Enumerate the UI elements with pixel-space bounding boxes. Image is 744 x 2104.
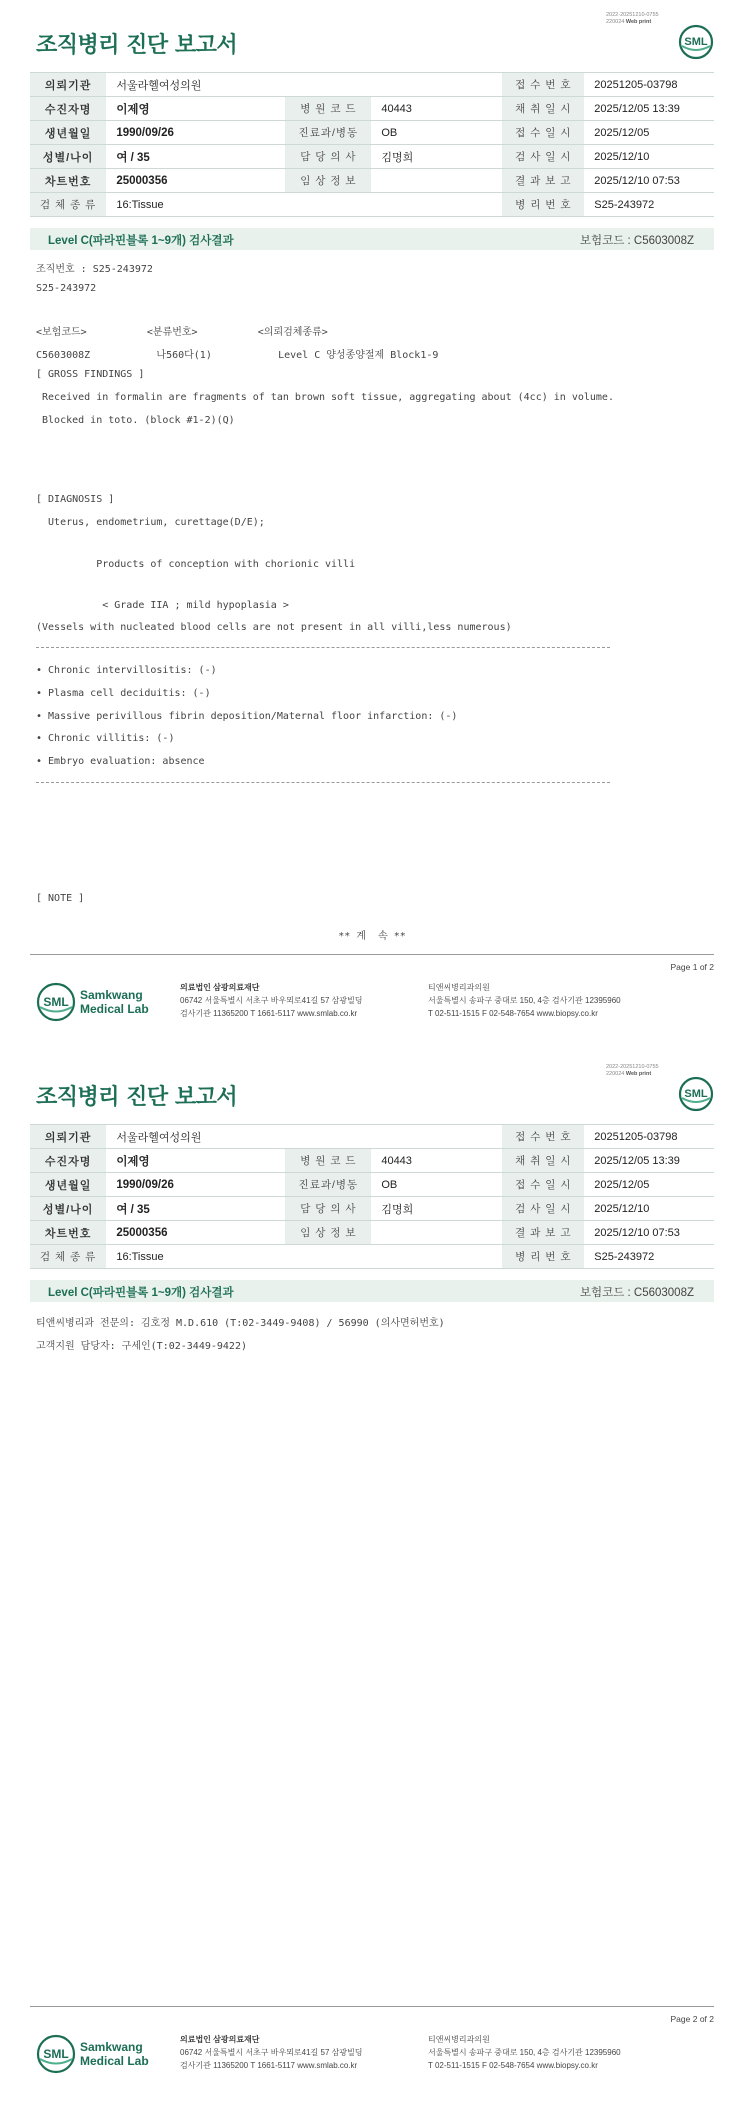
- info-value: 2025/12/10: [584, 145, 714, 169]
- info-label: 생년월일: [30, 1173, 106, 1197]
- lab-info-left: [180, 981, 363, 1020]
- info-value: 20251205-03798: [584, 73, 714, 97]
- info-label: 수진자명: [30, 1149, 106, 1173]
- lab-info-right: [428, 981, 621, 1020]
- webprint-stamp: [606, 12, 659, 26]
- report-page-2: [0, 1052, 744, 2104]
- samkwang-logo-icon: [36, 980, 154, 1024]
- result-section-bar: [30, 228, 714, 250]
- info-value: S25-243972: [584, 193, 714, 217]
- info-value: [371, 1221, 502, 1245]
- table-row: [30, 1173, 714, 1197]
- insurance-code: 보험코드 : C5603008Z: [579, 235, 694, 247]
- patient-info-table: [30, 72, 714, 217]
- info-value: 20251205-03798: [584, 1125, 714, 1149]
- footer-divider: [30, 2006, 714, 2007]
- info-value: 2025/12/05 13:39: [584, 97, 714, 121]
- page-title: 조직병리 진단 보고서: [36, 1085, 238, 1110]
- info-label: 접 수 일 시: [502, 121, 584, 145]
- gross-line: Blocked in toto. (block #1-2)(Q): [36, 415, 235, 426]
- info-label: 접 수 번 호: [502, 1125, 584, 1149]
- info-label: 병 리 번 호: [502, 1245, 584, 1269]
- info-value: [371, 169, 502, 193]
- lab-contact: 검사기관 11365200 T 1661-5117 www.smlab.co.kr: [180, 1009, 358, 1018]
- result-section-bar: [30, 1280, 714, 1302]
- info-label: 성별/나이: [30, 1197, 106, 1221]
- divider: [36, 647, 610, 648]
- tissue-id: S25-243972: [36, 283, 97, 294]
- info-label: 병 리 번 호: [502, 193, 584, 217]
- info-label: 수진자명: [30, 97, 106, 121]
- info-label: 차트번호: [30, 1221, 106, 1245]
- diagnosis-line: Uterus, endometrium, curettage(D/E);: [36, 517, 265, 528]
- info-value: 이제영: [106, 97, 285, 121]
- support-contact: 고객지원 담당자: 구세인(T:02-3449-9422): [36, 1341, 247, 1352]
- info-value: 2025/12/05: [584, 1173, 714, 1197]
- clinic-address: 서울특별시 송파구 중대로 150, 4층 검사기관 12395960: [428, 2048, 621, 2057]
- info-value: OB: [371, 121, 502, 145]
- svg-text:Samkwang: Samkwang: [80, 2040, 143, 2054]
- webprint-code: 220024: [606, 19, 625, 25]
- info-empty: [371, 193, 502, 217]
- info-label: 병 원 코 드: [285, 97, 371, 121]
- clinic-name: 티앤씨병리과의원: [428, 2035, 490, 2044]
- info-label: 결 과 보 고: [502, 1221, 584, 1245]
- table-row: [30, 1245, 714, 1269]
- info-label: 접 수 일 시: [502, 1173, 584, 1197]
- svg-text:Medical Lab: Medical Lab: [80, 2054, 149, 2068]
- lab-name: 의료법인 삼광의료재단: [180, 983, 260, 992]
- webprint-id: 2022-20251210-0755: [606, 1064, 659, 1070]
- info-label: 담 당 의 사: [285, 145, 371, 169]
- info-value: 여 / 35: [106, 1197, 285, 1221]
- list-item: • Massive perivillous fibrin deposition/Maternal floor infarction: (-): [36, 711, 458, 722]
- webprint-code: 220024: [606, 1071, 625, 1077]
- svg-text:SML: SML: [43, 2047, 69, 2061]
- gross-heading: [ GROSS FINDINGS ]: [36, 369, 145, 380]
- info-label: 생년월일: [30, 121, 106, 145]
- diagnosis-heading: [ DIAGNOSIS ]: [36, 494, 115, 505]
- info-value: 2025/12/05 13:39: [584, 1149, 714, 1173]
- info-empty: [285, 193, 371, 217]
- info-value: 여 / 35: [106, 145, 285, 169]
- sml-logo-icon: [678, 24, 714, 60]
- svg-text:SML: SML: [684, 1088, 708, 1100]
- info-label: 채 취 일 시: [502, 97, 584, 121]
- column-values: C5603008Z 나560다(1) Level C 양성종양절제 Block1-9: [36, 350, 439, 361]
- info-value: OB: [371, 1173, 502, 1197]
- table-row: [30, 1197, 714, 1221]
- footer-divider: [30, 954, 714, 955]
- info-value: 김명희: [371, 145, 502, 169]
- lab-address: 06742 서울특별시 서초구 바우뫼로41길 57 삼광빌딩: [180, 2048, 363, 2057]
- lab-address: 06742 서울특별시 서초구 바우뫼로41길 57 삼광빌딩: [180, 996, 363, 1005]
- list-item: • Chronic intervillositis: (-): [36, 665, 217, 676]
- svg-text:Medical Lab: Medical Lab: [80, 1002, 149, 1016]
- info-value: 25000356: [106, 169, 285, 193]
- webprint-stamp: [606, 1064, 659, 1078]
- info-label: 검 체 종 류: [30, 1245, 106, 1269]
- clinic-address: 서울특별시 송파구 중대로 150, 4층 검사기관 12395960: [428, 996, 621, 1005]
- info-empty: [371, 73, 502, 97]
- note-heading: [ NOTE ]: [36, 893, 85, 904]
- info-empty: [285, 1125, 371, 1149]
- list-item: • Plasma cell deciduitis: (-): [36, 688, 211, 699]
- diagnosis-line: (Vessels with nucleated blood cells are not present in all villi,less numerous): [36, 622, 512, 633]
- continued-marker: ** 계 속 **: [338, 931, 406, 942]
- info-label: 검 체 종 류: [30, 193, 106, 217]
- info-value: S25-243972: [584, 1245, 714, 1269]
- sml-logo-icon: [678, 1076, 714, 1112]
- table-row: [30, 97, 714, 121]
- info-label: 병 원 코 드: [285, 1149, 371, 1173]
- section-title: Level C(파라핀블록 1~9개) 검사결과: [48, 1287, 234, 1299]
- table-row: [30, 73, 714, 97]
- info-label: 진료과/병동: [285, 1173, 371, 1197]
- tissue-number: 조직번호 : S25-243972: [36, 264, 153, 275]
- samkwang-logo-icon: [36, 2032, 154, 2076]
- info-empty: [371, 1125, 502, 1149]
- page-title: 조직병리 진단 보고서: [36, 33, 238, 58]
- info-value: 16:Tissue: [106, 193, 285, 217]
- info-label: 진료과/병동: [285, 121, 371, 145]
- table-row: [30, 1125, 714, 1149]
- info-value: 2025/12/10 07:53: [584, 1221, 714, 1245]
- info-value: 2025/12/10: [584, 1197, 714, 1221]
- info-label: 담 당 의 사: [285, 1197, 371, 1221]
- table-row: [30, 121, 714, 145]
- info-value: 1990/09/26: [106, 1173, 285, 1197]
- table-row: [30, 145, 714, 169]
- clinic-name: 티앤씨병리과의원: [428, 983, 490, 992]
- gross-line: Received in formalin are fragments of tan brown soft tissue, aggregating about (4cc) in volume.: [36, 392, 614, 403]
- table-row: [30, 1221, 714, 1245]
- info-label: 임 상 정 보: [285, 169, 371, 193]
- webprint-label: Web print: [625, 1071, 652, 1077]
- diagnosis-line: Products of conception with chorionic villi: [36, 559, 356, 570]
- clinic-contact: T 02-511-1515 F 02-548-7654 www.biopsy.co.kr: [428, 1009, 598, 1018]
- lab-info-right: [428, 2033, 621, 2072]
- info-label: 의뢰기관: [30, 73, 106, 97]
- section-title: Level C(파라핀블록 1~9개) 검사결과: [48, 235, 234, 247]
- info-label: 검 사 일 시: [502, 1197, 584, 1221]
- webprint-label: Web print: [625, 19, 652, 25]
- list-item: • Embryo evaluation: absence: [36, 756, 205, 767]
- svg-text:SML: SML: [684, 36, 708, 48]
- divider: [36, 782, 610, 783]
- info-value: 서울라헬여성의원: [106, 73, 285, 97]
- pathologist-info: 티앤씨병리과 전문의: 김호정 M.D.610 (T:02-3449-9408) / 56990 (의사면허번호): [36, 1318, 445, 1329]
- webprint-id: 2022-20251210-0755: [606, 12, 659, 18]
- info-label: 의뢰기관: [30, 1125, 106, 1149]
- clinic-contact: T 02-511-1515 F 02-548-7654 www.biopsy.co.kr: [428, 2061, 598, 2070]
- lab-name: 의료법인 삼광의료재단: [180, 2035, 260, 2044]
- list-item: • Chronic villitis: (-): [36, 733, 175, 744]
- page-number: Page 2 of 2: [670, 2014, 714, 2024]
- info-empty: [285, 73, 371, 97]
- info-label: 차트번호: [30, 169, 106, 193]
- info-empty: [371, 1245, 502, 1269]
- svg-text:Samkwang: Samkwang: [80, 988, 143, 1002]
- lab-info-left: [180, 2033, 363, 2072]
- page-number: Page 1 of 2: [670, 962, 714, 972]
- info-value: 40443: [371, 97, 502, 121]
- table-row: [30, 1149, 714, 1173]
- info-label: 결 과 보 고: [502, 169, 584, 193]
- info-value: 2025/12/10 07:53: [584, 169, 714, 193]
- info-value: 서울라헬여성의원: [106, 1125, 285, 1149]
- diagnosis-line: < Grade IIA ; mild hypoplasia >: [36, 600, 289, 611]
- info-value: 이제영: [106, 1149, 285, 1173]
- table-row: [30, 193, 714, 217]
- info-value: 2025/12/05: [584, 121, 714, 145]
- info-label: 임 상 정 보: [285, 1221, 371, 1245]
- info-value: 25000356: [106, 1221, 285, 1245]
- lab-contact: 검사기관 11365200 T 1661-5117 www.smlab.co.kr: [180, 2061, 358, 2070]
- info-label: 성별/나이: [30, 145, 106, 169]
- insurance-code: 보험코드 : C5603008Z: [579, 1287, 694, 1299]
- info-label: 접 수 번 호: [502, 73, 584, 97]
- info-value: 김명희: [371, 1197, 502, 1221]
- info-value: 16:Tissue: [106, 1245, 285, 1269]
- info-empty: [285, 1245, 371, 1269]
- table-row: [30, 169, 714, 193]
- patient-info-table: [30, 1124, 714, 1269]
- info-value: 40443: [371, 1149, 502, 1173]
- info-label: 검 사 일 시: [502, 145, 584, 169]
- info-value: 1990/09/26: [106, 121, 285, 145]
- info-label: 채 취 일 시: [502, 1149, 584, 1173]
- svg-text:SML: SML: [43, 995, 69, 1009]
- column-headers: <보험코드> <분류번호> <의뢰검체종류>: [36, 327, 328, 338]
